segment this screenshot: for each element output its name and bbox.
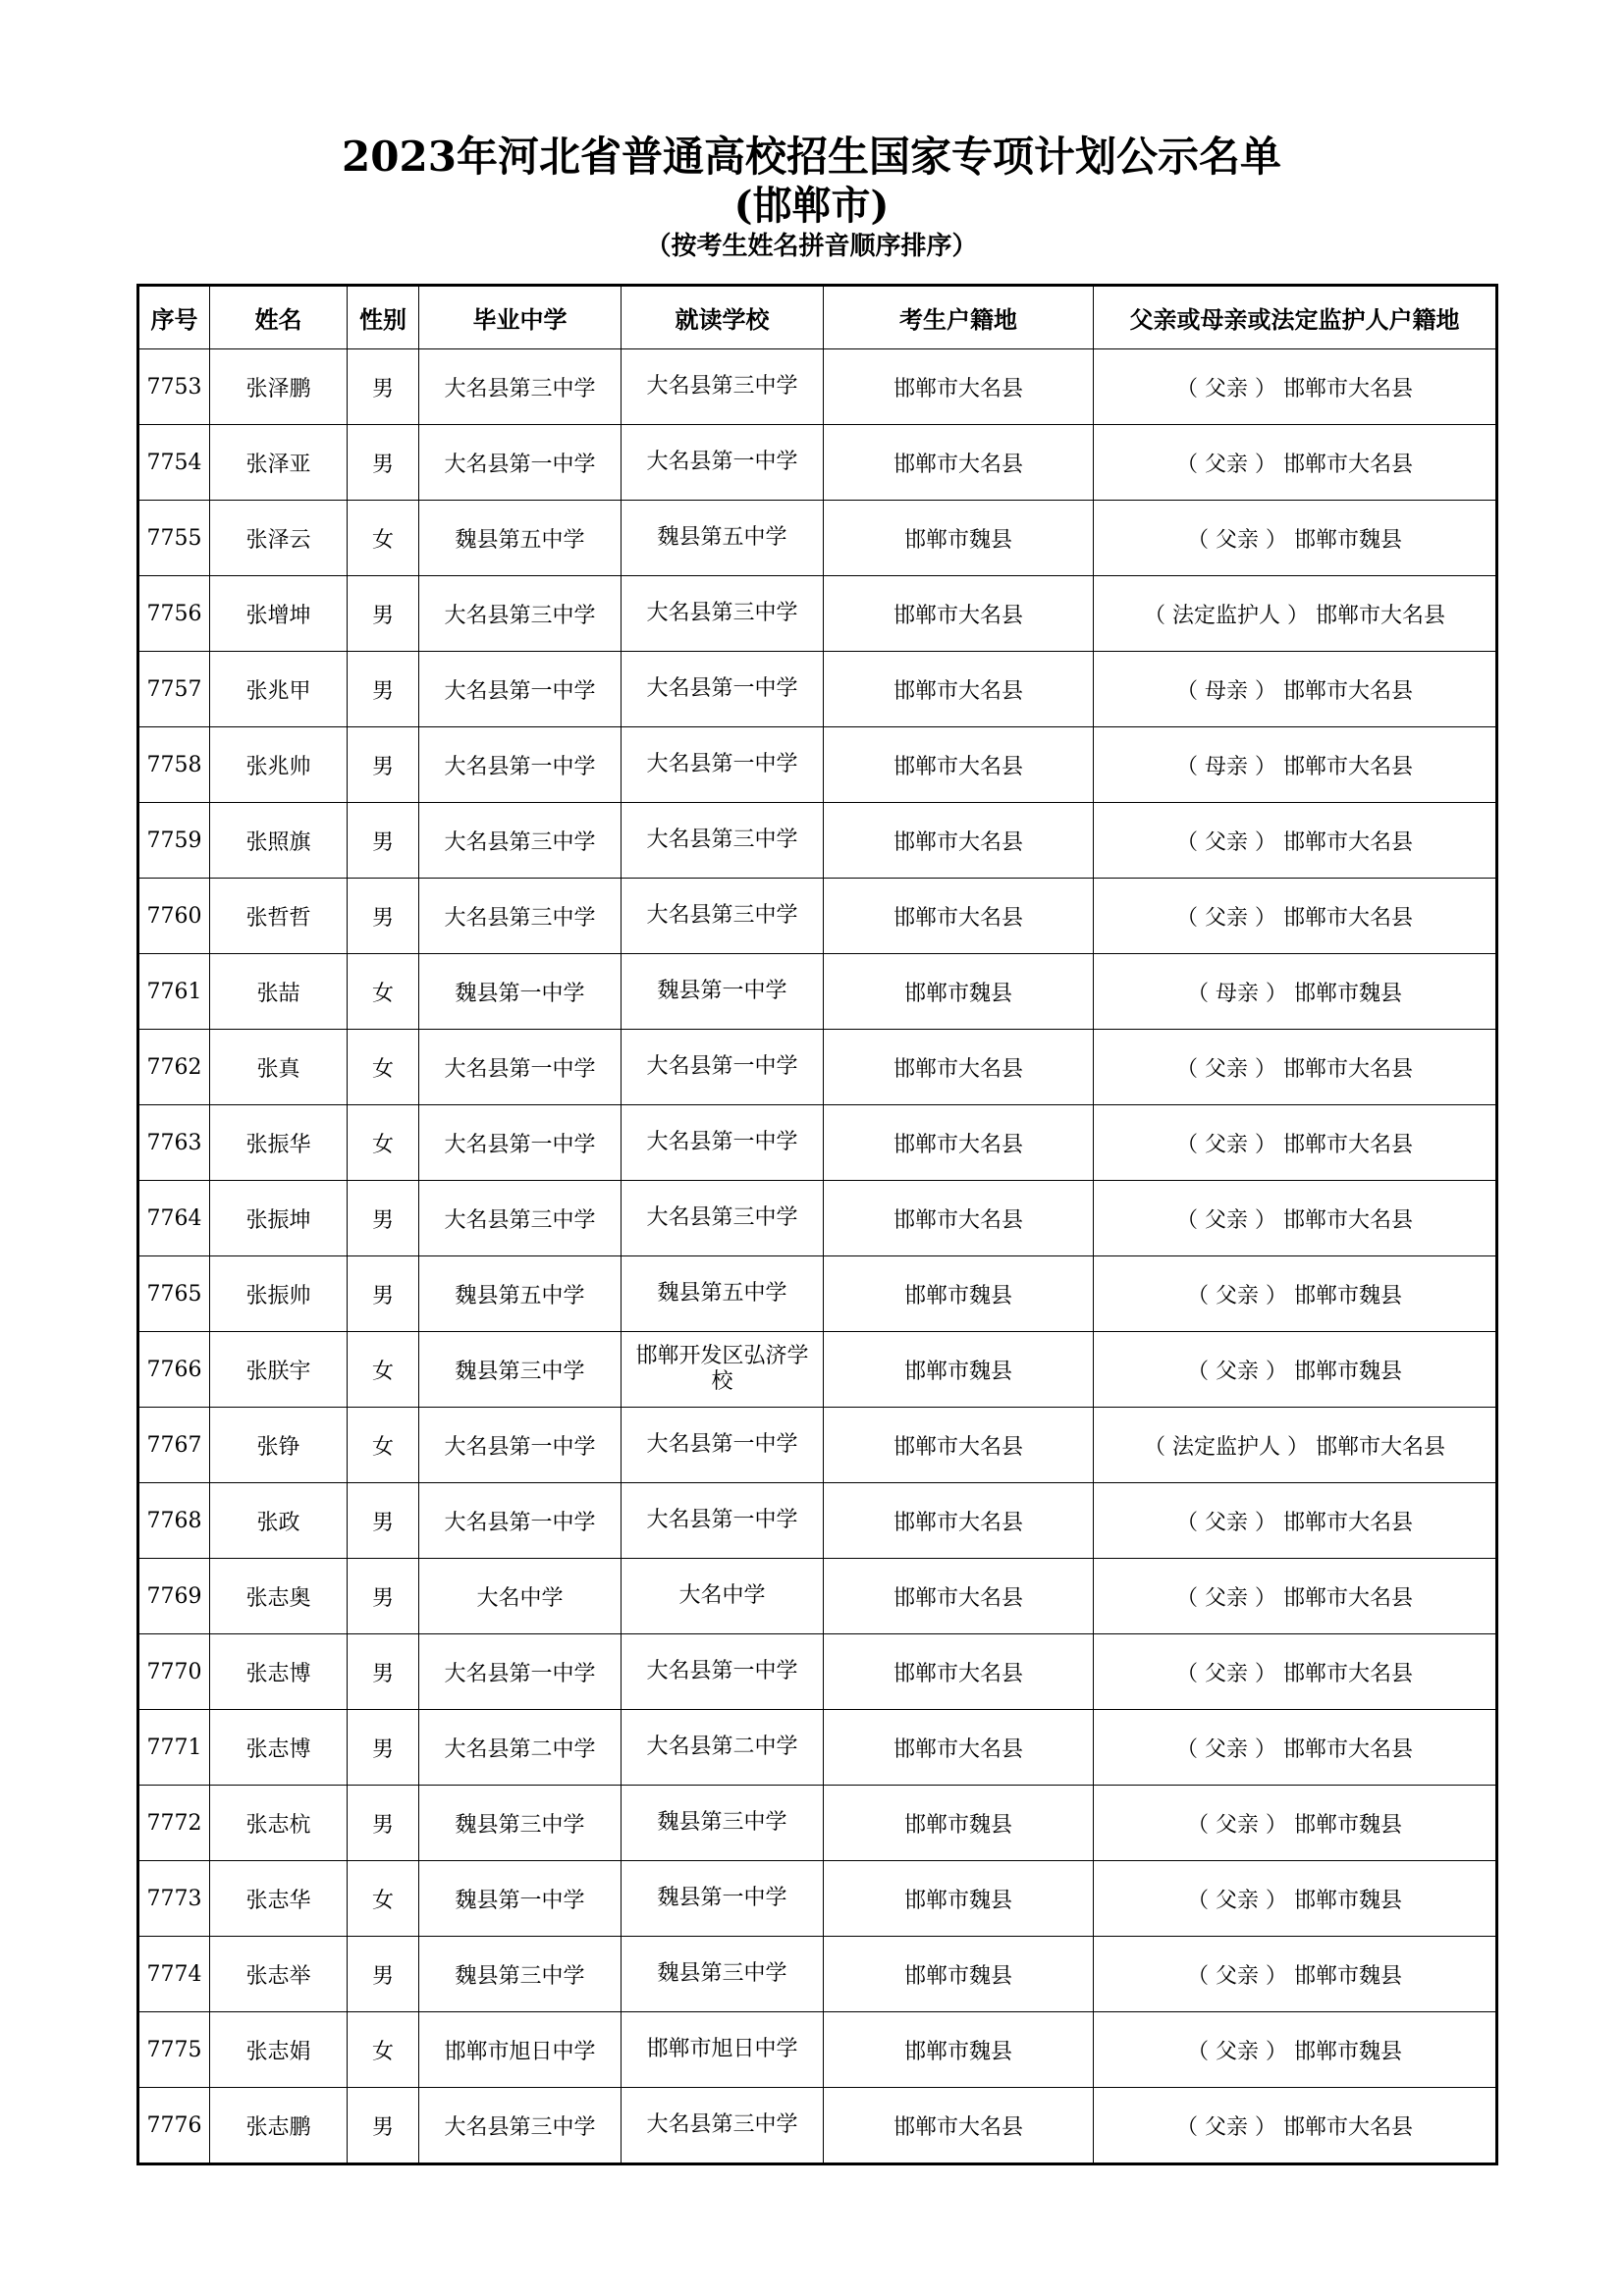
- cell-current-school: 大名县第一中学: [622, 1030, 824, 1105]
- column-header-index: 序号: [138, 286, 210, 349]
- table-row: [138, 1634, 1497, 1710]
- table-header-row: [138, 286, 1497, 349]
- cell-name: 张志奥: [210, 1559, 348, 1634]
- cell-guardian-hukou: （ 父亲 ） 邯郸市大名县: [1094, 2088, 1497, 2164]
- cell-graduated-school: 魏县第五中学: [419, 1256, 622, 1332]
- table-row: [138, 1408, 1497, 1483]
- cell-gender: 男: [348, 1786, 419, 1861]
- cell-name: 张振坤: [210, 1181, 348, 1256]
- cell-gender: 男: [348, 803, 419, 879]
- table-row: [138, 1332, 1497, 1408]
- table-row: [138, 1710, 1497, 1786]
- cell-guardian-hukou: （ 父亲 ） 邯郸市魏县: [1094, 1786, 1497, 1861]
- cell-guardian-hukou: （ 法定监护人 ） 邯郸市大名县: [1094, 1408, 1497, 1483]
- cell-student-hukou: 邯郸市大名县: [824, 1030, 1094, 1105]
- cell-graduated-school: 魏县第一中学: [419, 1861, 622, 1937]
- cell-index: 7765: [138, 1256, 210, 1332]
- column-header-gender: 性别: [348, 286, 419, 349]
- cell-gender: 男: [348, 2088, 419, 2164]
- roster-table: [136, 284, 1498, 2165]
- cell-name: 张志博: [210, 1710, 348, 1786]
- cell-name: 张志博: [210, 1634, 348, 1710]
- cell-graduated-school: 大名县第一中学: [419, 1408, 622, 1483]
- table-row: [138, 2088, 1497, 2164]
- page-title: 2023年河北省普通高校招生国家专项计划公示名单: [342, 133, 1281, 181]
- cell-gender: 男: [348, 1181, 419, 1256]
- cell-name: 张振华: [210, 1105, 348, 1181]
- cell-student-hukou: 邯郸市大名县: [824, 1105, 1094, 1181]
- cell-gender: 男: [348, 1710, 419, 1786]
- column-header-student-hukou: 考生户籍地: [824, 286, 1094, 349]
- cell-index: 7775: [138, 2012, 210, 2088]
- cell-graduated-school: 大名县第一中学: [419, 1105, 622, 1181]
- cell-student-hukou: 邯郸市大名县: [824, 1483, 1094, 1559]
- cell-student-hukou: 邯郸市大名县: [824, 576, 1094, 652]
- column-header-name: 姓名: [210, 286, 348, 349]
- cell-name: 张照旗: [210, 803, 348, 879]
- cell-gender: 男: [348, 1634, 419, 1710]
- cell-index: 7767: [138, 1408, 210, 1483]
- cell-gender: 女: [348, 954, 419, 1030]
- cell-student-hukou: 邯郸市魏县: [824, 1861, 1094, 1937]
- cell-current-school: 魏县第三中学: [622, 1937, 824, 2012]
- cell-graduated-school: 魏县第一中学: [419, 954, 622, 1030]
- cell-current-school: 大名县第一中学: [622, 1105, 824, 1181]
- table-row: [138, 1256, 1497, 1332]
- cell-guardian-hukou: （ 父亲 ） 邯郸市大名县: [1094, 1710, 1497, 1786]
- page-subtitle: (邯郸市): [733, 183, 890, 229]
- cell-name: 张兆甲: [210, 652, 348, 727]
- cell-name: 张铮: [210, 1408, 348, 1483]
- cell-index: 7758: [138, 727, 210, 803]
- cell-index: 7774: [138, 1937, 210, 2012]
- cell-guardian-hukou: （ 父亲 ） 邯郸市大名县: [1094, 1634, 1497, 1710]
- cell-guardian-hukou: （ 父亲 ） 邯郸市大名县: [1094, 1559, 1497, 1634]
- table-row: [138, 1105, 1497, 1181]
- cell-current-school: 大名县第一中学: [622, 425, 824, 501]
- table-row: [138, 1181, 1497, 1256]
- cell-name: 张兆帅: [210, 727, 348, 803]
- cell-graduated-school: 大名县第一中学: [419, 652, 622, 727]
- cell-graduated-school: 大名县第三中学: [419, 879, 622, 954]
- cell-guardian-hukou: （ 父亲 ） 邯郸市大名县: [1094, 349, 1497, 425]
- table-row: [138, 501, 1497, 576]
- cell-index: 7759: [138, 803, 210, 879]
- cell-gender: 男: [348, 1483, 419, 1559]
- cell-index: 7756: [138, 576, 210, 652]
- cell-name: 张振帅: [210, 1256, 348, 1332]
- table-row: [138, 2012, 1497, 2088]
- table-row: [138, 1861, 1497, 1937]
- cell-student-hukou: 邯郸市魏县: [824, 1937, 1094, 2012]
- cell-current-school: 邯郸开发区弘济学校: [622, 1332, 824, 1408]
- cell-student-hukou: 邯郸市大名县: [824, 1408, 1094, 1483]
- cell-guardian-hukou: （ 父亲 ） 邯郸市大名县: [1094, 1105, 1497, 1181]
- cell-student-hukou: 邯郸市大名县: [824, 1559, 1094, 1634]
- cell-current-school: 邯郸市旭日中学: [622, 2012, 824, 2088]
- cell-guardian-hukou: （ 父亲 ） 邯郸市大名县: [1094, 1030, 1497, 1105]
- cell-gender: 女: [348, 1332, 419, 1408]
- cell-current-school: 大名县第二中学: [622, 1710, 824, 1786]
- cell-student-hukou: 邯郸市大名县: [824, 879, 1094, 954]
- cell-gender: 男: [348, 1256, 419, 1332]
- cell-index: 7776: [138, 2088, 210, 2164]
- cell-current-school: 魏县第三中学: [622, 1786, 824, 1861]
- cell-guardian-hukou: （ 父亲 ） 邯郸市大名县: [1094, 879, 1497, 954]
- sort-note: （按考生姓名拼音顺序排序）: [645, 232, 978, 261]
- cell-guardian-hukou: （ 父亲 ） 邯郸市魏县: [1094, 1861, 1497, 1937]
- cell-student-hukou: 邯郸市大名县: [824, 425, 1094, 501]
- cell-current-school: 大名县第三中学: [622, 2088, 824, 2164]
- cell-name: 张哲哲: [210, 879, 348, 954]
- cell-guardian-hukou: （ 父亲 ） 邯郸市魏县: [1094, 1937, 1497, 2012]
- cell-index: 7772: [138, 1786, 210, 1861]
- cell-name: 张志举: [210, 1937, 348, 2012]
- cell-current-school: 大名县第一中学: [622, 1634, 824, 1710]
- cell-name: 张喆: [210, 954, 348, 1030]
- cell-name: 张泽鹏: [210, 349, 348, 425]
- cell-guardian-hukou: （ 母亲 ） 邯郸市魏县: [1094, 954, 1497, 1030]
- cell-index: 7760: [138, 879, 210, 954]
- table-row: [138, 954, 1497, 1030]
- cell-index: 7757: [138, 652, 210, 727]
- cell-graduated-school: 大名县第三中学: [419, 576, 622, 652]
- cell-graduated-school: 大名县第三中学: [419, 2088, 622, 2164]
- cell-index: 7766: [138, 1332, 210, 1408]
- cell-name: 张志娟: [210, 2012, 348, 2088]
- cell-index: 7761: [138, 954, 210, 1030]
- cell-name: 张真: [210, 1030, 348, 1105]
- cell-student-hukou: 邯郸市魏县: [824, 2012, 1094, 2088]
- cell-gender: 女: [348, 1105, 419, 1181]
- cell-graduated-school: 魏县第三中学: [419, 1332, 622, 1408]
- cell-name: 张志鹏: [210, 2088, 348, 2164]
- cell-guardian-hukou: （ 父亲 ） 邯郸市魏县: [1094, 501, 1497, 576]
- cell-gender: 男: [348, 576, 419, 652]
- cell-guardian-hukou: （ 父亲 ） 邯郸市大名县: [1094, 1483, 1497, 1559]
- column-header-graduated-school: 毕业中学: [419, 286, 622, 349]
- cell-name: 张志杭: [210, 1786, 348, 1861]
- cell-current-school: 魏县第一中学: [622, 1861, 824, 1937]
- cell-index: 7762: [138, 1030, 210, 1105]
- cell-student-hukou: 邯郸市大名县: [824, 1634, 1094, 1710]
- table-row: [138, 803, 1497, 879]
- table-row: [138, 879, 1497, 954]
- cell-graduated-school: 大名县第二中学: [419, 1710, 622, 1786]
- cell-student-hukou: 邯郸市大名县: [824, 652, 1094, 727]
- cell-student-hukou: 邯郸市魏县: [824, 1256, 1094, 1332]
- cell-student-hukou: 邯郸市魏县: [824, 954, 1094, 1030]
- cell-guardian-hukou: （ 母亲 ） 邯郸市大名县: [1094, 652, 1497, 727]
- cell-gender: 女: [348, 2012, 419, 2088]
- cell-index: 7755: [138, 501, 210, 576]
- table-row: [138, 1937, 1497, 2012]
- cell-student-hukou: 邯郸市大名县: [824, 2088, 1094, 2164]
- cell-gender: 男: [348, 425, 419, 501]
- cell-guardian-hukou: （ 母亲 ） 邯郸市大名县: [1094, 727, 1497, 803]
- column-header-current-school: 就读学校: [622, 286, 824, 349]
- cell-guardian-hukou: （ 法定监护人 ） 邯郸市大名县: [1094, 576, 1497, 652]
- cell-student-hukou: 邯郸市魏县: [824, 1332, 1094, 1408]
- cell-gender: 女: [348, 1408, 419, 1483]
- cell-name: 张泽云: [210, 501, 348, 576]
- cell-graduated-school: 大名县第三中学: [419, 803, 622, 879]
- cell-gender: 男: [348, 879, 419, 954]
- cell-current-school: 大名县第三中学: [622, 803, 824, 879]
- cell-gender: 男: [348, 349, 419, 425]
- cell-index: 7773: [138, 1861, 210, 1937]
- cell-graduated-school: 大名县第一中学: [419, 1634, 622, 1710]
- cell-current-school: 魏县第一中学: [622, 954, 824, 1030]
- cell-student-hukou: 邯郸市魏县: [824, 1786, 1094, 1861]
- cell-gender: 女: [348, 501, 419, 576]
- cell-name: 张朕宇: [210, 1332, 348, 1408]
- table-row: [138, 576, 1497, 652]
- cell-index: 7763: [138, 1105, 210, 1181]
- cell-graduated-school: 大名县第一中学: [419, 1483, 622, 1559]
- cell-student-hukou: 邯郸市大名县: [824, 1181, 1094, 1256]
- cell-student-hukou: 邯郸市大名县: [824, 349, 1094, 425]
- cell-graduated-school: 魏县第三中学: [419, 1937, 622, 2012]
- table-row: [138, 1483, 1497, 1559]
- cell-index: 7753: [138, 349, 210, 425]
- cell-student-hukou: 邯郸市魏县: [824, 501, 1094, 576]
- table-row: [138, 349, 1497, 425]
- cell-graduated-school: 大名县第一中学: [419, 727, 622, 803]
- cell-guardian-hukou: （ 父亲 ） 邯郸市大名县: [1094, 1181, 1497, 1256]
- cell-current-school: 大名县第一中学: [622, 1408, 824, 1483]
- cell-gender: 男: [348, 1937, 419, 2012]
- cell-guardian-hukou: （ 父亲 ） 邯郸市魏县: [1094, 1256, 1497, 1332]
- cell-name: 张志华: [210, 1861, 348, 1937]
- cell-current-school: 大名县第一中学: [622, 727, 824, 803]
- cell-graduated-school: 邯郸市旭日中学: [419, 2012, 622, 2088]
- table-row: [138, 1030, 1497, 1105]
- cell-index: 7769: [138, 1559, 210, 1634]
- cell-guardian-hukou: （ 父亲 ） 邯郸市大名县: [1094, 803, 1497, 879]
- cell-gender: 女: [348, 1861, 419, 1937]
- table-row: [138, 425, 1497, 501]
- cell-name: 张泽亚: [210, 425, 348, 501]
- cell-current-school: 魏县第五中学: [622, 1256, 824, 1332]
- cell-name: 张增坤: [210, 576, 348, 652]
- cell-graduated-school: 魏县第三中学: [419, 1786, 622, 1861]
- cell-name: 张政: [210, 1483, 348, 1559]
- cell-gender: 女: [348, 1030, 419, 1105]
- cell-guardian-hukou: （ 父亲 ） 邯郸市魏县: [1094, 1332, 1497, 1408]
- cell-student-hukou: 邯郸市大名县: [824, 1710, 1094, 1786]
- cell-graduated-school: 大名县第一中学: [419, 425, 622, 501]
- cell-current-school: 大名县第三中学: [622, 349, 824, 425]
- roster-body: [138, 349, 1497, 2164]
- cell-graduated-school: 魏县第五中学: [419, 501, 622, 576]
- cell-student-hukou: 邯郸市大名县: [824, 727, 1094, 803]
- cell-graduated-school: 大名县第三中学: [419, 1181, 622, 1256]
- cell-current-school: 大名县第三中学: [622, 1181, 824, 1256]
- cell-index: 7771: [138, 1710, 210, 1786]
- cell-current-school: 大名县第一中学: [622, 652, 824, 727]
- table-row: [138, 652, 1497, 727]
- cell-gender: 男: [348, 652, 419, 727]
- cell-graduated-school: 大名中学: [419, 1559, 622, 1634]
- cell-current-school: 大名县第三中学: [622, 576, 824, 652]
- column-header-guardian-hukou: 父亲或母亲或法定监护人户籍地: [1094, 286, 1497, 349]
- cell-student-hukou: 邯郸市大名县: [824, 803, 1094, 879]
- table-row: [138, 1786, 1497, 1861]
- cell-index: 7770: [138, 1634, 210, 1710]
- cell-graduated-school: 大名县第三中学: [419, 349, 622, 425]
- cell-guardian-hukou: （ 父亲 ） 邯郸市魏县: [1094, 2012, 1497, 2088]
- cell-gender: 男: [348, 1559, 419, 1634]
- cell-current-school: 大名县第三中学: [622, 879, 824, 954]
- cell-current-school: 大名中学: [622, 1559, 824, 1634]
- table-row: [138, 1559, 1497, 1634]
- table-row: [138, 727, 1497, 803]
- cell-gender: 男: [348, 727, 419, 803]
- cell-current-school: 魏县第五中学: [622, 501, 824, 576]
- cell-current-school: 大名县第一中学: [622, 1483, 824, 1559]
- cell-index: 7768: [138, 1483, 210, 1559]
- cell-guardian-hukou: （ 父亲 ） 邯郸市大名县: [1094, 425, 1497, 501]
- cell-index: 7764: [138, 1181, 210, 1256]
- cell-index: 7754: [138, 425, 210, 501]
- cell-graduated-school: 大名县第一中学: [419, 1030, 622, 1105]
